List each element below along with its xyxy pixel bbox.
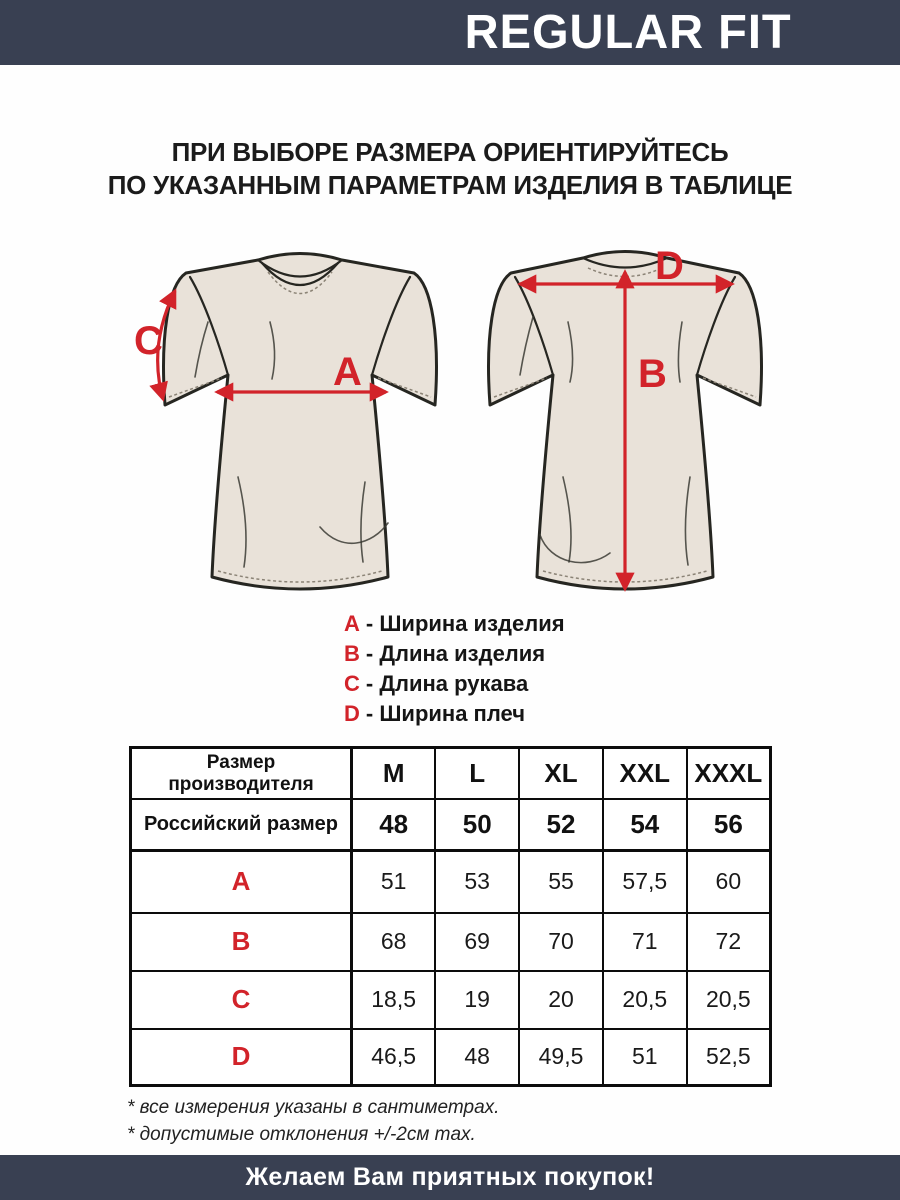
row-letter: C [131, 971, 352, 1029]
measurement-legend [344, 609, 565, 729]
legend-item-b: B - Длина изделия [344, 641, 546, 666]
footnote-units: * все измерения указаны в сантиметрах. [127, 1097, 500, 1118]
footer-message: Желаем Вам приятных покупок! [245, 1163, 655, 1191]
table-cell: 20,5 [603, 971, 687, 1029]
table-cell: 53 [435, 851, 519, 913]
russian-size-row [131, 799, 771, 851]
table-cell: 57,5 [603, 851, 687, 913]
table-header-cell: Российский размер [131, 799, 352, 851]
size-xl: XL [519, 748, 603, 800]
table-cell: 68 [352, 913, 436, 971]
tshirt-back [489, 244, 762, 589]
legend-item-c: C - Длина рукава [344, 671, 529, 696]
tshirt-measurement-diagram [120, 227, 780, 607]
measure-label-c: C [134, 319, 163, 363]
producer-size-row [131, 748, 771, 800]
table-row-b [131, 913, 771, 971]
table-cell: 56 [687, 799, 771, 851]
table-cell: 60 [687, 851, 771, 913]
table-cell: 48 [352, 799, 436, 851]
table-cell: 48 [435, 1029, 519, 1086]
row-letter: A [131, 851, 352, 913]
table-cell: 18,5 [352, 971, 436, 1029]
size-xxl: XXL [603, 748, 687, 800]
tshirt-front [134, 254, 436, 590]
measure-label-b: B [638, 352, 667, 396]
legend-item-d: D - Ширина плеч [344, 701, 525, 726]
footnote-tolerance: * допустимые отклонения +/-2см max. [127, 1124, 476, 1145]
table-row-c [131, 971, 771, 1029]
size-l: L [435, 748, 519, 800]
table-cell: 70 [519, 913, 603, 971]
intro-line-1: ПРИ ВЫБОРЕ РАЗМЕРА ОРИЕНТИРУЙТЕСЬ [171, 137, 729, 167]
table-cell: 52,5 [687, 1029, 771, 1086]
table-cell: 55 [519, 851, 603, 913]
table-cell: 46,5 [352, 1029, 436, 1086]
table-cell: 51 [352, 851, 436, 913]
table-cell: 52 [519, 799, 603, 851]
intro-heading [0, 136, 900, 202]
footer-bar [0, 1155, 900, 1200]
measure-label-d: D [655, 244, 684, 288]
table-header-cell: Размер производителя [131, 748, 352, 800]
table-cell: 49,5 [519, 1029, 603, 1086]
table-cell: 20,5 [687, 971, 771, 1029]
footnotes [127, 1094, 499, 1148]
row-letter: B [131, 913, 352, 971]
table-cell: 71 [603, 913, 687, 971]
row-letter: D [131, 1029, 352, 1086]
table-cell: 20 [519, 971, 603, 1029]
size-table [129, 746, 772, 1087]
fit-style-title: REGULAR FIT [465, 6, 792, 59]
legend-item-a: A - Ширина изделия [344, 611, 565, 636]
table-cell: 54 [603, 799, 687, 851]
table-cell: 19 [435, 971, 519, 1029]
table-cell: 51 [603, 1029, 687, 1086]
table-row-a [131, 851, 771, 913]
table-cell: 72 [687, 913, 771, 971]
size-m: M [352, 748, 436, 800]
measure-label-a: A [333, 350, 362, 394]
header-bar [0, 0, 900, 65]
size-xxxl: XXXL [687, 748, 771, 800]
table-cell: 69 [435, 913, 519, 971]
intro-line-2: ПО УКАЗАННЫМ ПАРАМЕТРАМ ИЗДЕЛИЯ В ТАБЛИЦЕ [107, 170, 793, 200]
table-cell: 50 [435, 799, 519, 851]
table-row-d [131, 1029, 771, 1086]
